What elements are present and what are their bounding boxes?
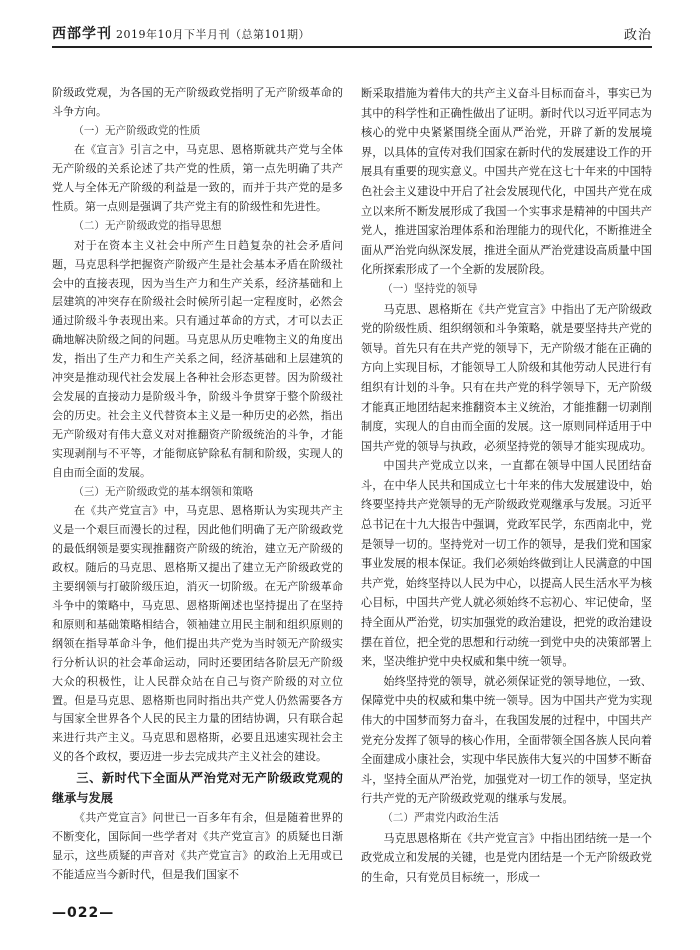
- journal-name: 西部学刊: [52, 26, 112, 42]
- page-header: [52, 22, 652, 48]
- paragraph: 对于在资本主义社会中所产生日趋复杂的社会矛盾问题，马克思科学把握资产阶级产生是社会基本矛盾在阶级社会中的直接表现，因为当生产力和生产关系，经济基础和上层建筑的冲突存在阶级社会时候所引起一定程度时，必然会通过阶级斗争表现出来。只有通过革命的方式，才可以去正确地解决阶级之间的问题。马克思从历史唯物主义的角度出发，指出了生产力和生产关系之间，经济基础和上层建筑的冲突是推动现代社会发展上各种社会形态更替。因为阶级社会发展的直接动力是阶级斗争，阶级斗争贯穿于整个阶级社会的历史。社会主义代替资本主义是一种历史的必然，指出无产阶级对有伟大意义对对推翻资产阶级统治的斗争，才能实现剥削与不平等，才能彻底铲除私有制和阶级，实现人的自由而全面的发展。: [52, 238, 343, 479]
- section-label: 政治: [623, 28, 652, 43]
- left-column: [52, 84, 343, 899]
- page-number: —022—: [52, 905, 115, 921]
- article-body: [52, 84, 652, 899]
- paragraph: 中国共产党成立以来，一直都在领导中国人民团结奋斗，在中华人民共和国成立七十年来的伟大发展建设中，始终要坚持共产党领导的无产阶级政党观继承与发展。习近平总书记在十九大报告中强调，党政军民学，东西南北中，党是领导一切的。坚持党对一切工作的领导，是我们党和国家事业发展的根本保证。我们必须始终做到让人民满意的中国共产党，始终坚持以人民为中心，以提高人民生活水平为核心目标，中国共产党人就必须始终不忘初心、牢记使命，坚持全面从严治党，切实加强党的政治建设，把党的政治建设摆在首位，把全党的思想和行动统一到党中央的决策部署上来，坚决维护党中央权威和集中统一领导。: [361, 459, 652, 669]
- paragraph: 始终坚持党的领导，就必须保证党的领导地位，一致、保障党中央的权威和集中统一领导。因为中国共产党为实现伟大的中国梦而努力奋斗，在我国发展的过程中，中国共产党充分发挥了领导的核心作用，全面带领全国各族人民向着全面建成小康社会，实现中华民族伟大复兴的中国梦不断奋斗，坚持全面从严治党，加强党对一切工作的领导，坚定执行共产党的无产阶级政党观的继承与发展。: [361, 674, 652, 806]
- paragraph: 马克思恩格斯在《共产党宣言》中指出团结统一是一个政党成立和发展的关键，也是党内团结是一个无产阶级政党的生命，只有党员目标统一，形成一: [361, 831, 652, 884]
- subsection-heading: （二）严肃党内政治生活: [382, 811, 499, 824]
- section-heading: 三、新时代下全面从严治党对无产阶级政党观的继承与发展: [52, 771, 343, 806]
- subsection-heading: （一）坚持党的领导: [382, 282, 478, 295]
- issue-info: 2019年10月下半月刊（总第101期）: [116, 28, 310, 41]
- paragraph: 断采取措施为着伟大的共产主义奋斗目标而奋斗，事实已为其中的科学性和正确性做出了证明。新时代以习近平同志为核心的党中央紧紧围绕全面从严治党，开辟了新的发展境界，以具体的宣传对我们国家在新时代的发展建设工作的开展具有重要的现实意义。中国共产党在这七十年来的中国特色社会主义建设中开启了社会发展现代化，中国共产党在成立以来所不断发展形成了我国一个实事求是精神的中国共产党人，推进国家治理体系和治理能力的现代化，不断推进全面从严治党向纵深发展，推进全面从严治党建设高质量中国化所探索形成了一个全新的发展阶段。: [361, 87, 652, 277]
- paragraph: 在《宣言》引言之中，马克思、恩格斯就共产党与全体无产阶级的关系论述了共产党的性质，第一点先明确了共产党人与全体无产阶级的利益是一致的，而并于共产党的是多性质。第一点则是强调了共产党主有的阶级性和先进性。: [52, 143, 343, 214]
- paragraph: 马克思、恩格斯在《共产党宣言》中指出了无产阶级政党的阶级性质、组织纲领和斗争策略，就是要坚持共产党的领导。首先只有在共产党的领导下，无产阶级才能在正确的方向上实现目标，才能领导工人阶级和其他劳动人民进行有组织有计划的斗争。只有在共产党的科学领导下，无产阶级才能真正地团结起来推翻资本主义统治，才能推翻一切剥削制度，实现人的自由而全面的发展。这一原则同样适用于中国共产党的领导与执政，必须坚持党的领导才能实现成功。: [361, 302, 652, 453]
- right-column: [361, 84, 652, 899]
- paragraph: 阶级政党观，为各国的无产阶级政党指明了无产阶级革命的斗争方向。: [52, 86, 343, 118]
- paragraph: 在《共产党宣言》中，马克思、恩格斯认为实现共产主义是一个艰巨而漫长的过程，因此他们明确了无产阶级政党的最低纲领是要实现推翻资产阶级的统治，建立无产阶级的政权。随后的马克思、恩格斯又提出了建立无产阶级政党的主要纲领与打破阶级压迫，消灭一切阶级。在无产阶级革命斗争中的策略中，马克思、恩格斯阐述也坚持提出了在坚持和原则和基础策略相结合，领袖建立用民主制和组织原则的纲领在指导革命斗争，他们提出共产党为当时领无产阶级实行分析认识的社会革命运动，同时还要团结各阶层无产阶级大众的积极性，让人民群众站在自己与资产阶级的对立位置。但是马克思、恩格斯也同时指出共产党人仍然需要各方与国家全世界各个人民的民主力量的团结协调，只有联合起来进行共产主义。马克思和恩格斯，必要且迅速实现社会主义的各个政权，要迈进一步去完成共产主义社会的建设。: [52, 504, 343, 764]
- header-left: [52, 23, 310, 43]
- paragraph: 《共产党宣言》问世已一百多年有余，但是随着世界的不断变化，国际间一些学者对《共产党宣言》的质疑也日渐显示，这些质疑的声音对《共产党宣言》的政治上无用或已不能适应当今新时代，但是我们国家不: [52, 811, 343, 881]
- subsection-heading: （一）无产阶级政党的性质: [73, 124, 201, 137]
- subsection-heading: （二）无产阶级政党的指导思想: [73, 220, 222, 233]
- subsection-heading: （三）无产阶级政党的基本纲领和策略: [73, 485, 254, 498]
